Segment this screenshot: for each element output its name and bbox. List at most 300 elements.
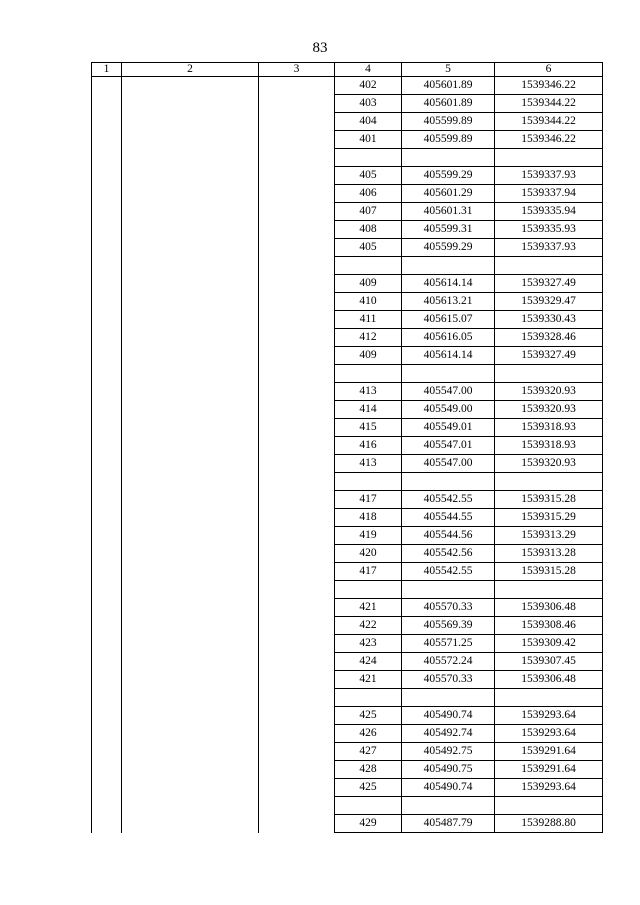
empty-cell-col-1 [92,707,122,725]
empty-cell-col-1 [92,617,122,635]
point-number-cell: 407 [335,203,402,221]
x-coordinate-cell: 405492.74 [402,725,495,743]
empty-cell-col-2 [122,455,259,473]
y-coordinate-cell: 1539330.43 [495,311,603,329]
empty-cell-col-2 [122,815,259,833]
table-row [92,113,603,131]
point-number-cell: 401 [335,131,402,149]
y-coordinate-cell: 1539329.47 [495,293,603,311]
y-coordinate-cell [495,365,603,383]
x-coordinate-cell: 405542.56 [402,545,495,563]
table-row [92,419,603,437]
empty-cell-col-1 [92,779,122,797]
x-coordinate-cell: 405616.05 [402,329,495,347]
empty-cell-col-3 [259,617,335,635]
empty-cell-col-3 [259,167,335,185]
point-number-cell: 409 [335,347,402,365]
empty-cell-col-1 [92,239,122,257]
x-coordinate-cell: 405547.00 [402,455,495,473]
point-number-cell: 417 [335,491,402,509]
x-coordinate-cell: 405614.14 [402,347,495,365]
table-row [92,239,603,257]
table-row [92,725,603,743]
point-number-cell: 425 [335,779,402,797]
empty-cell-col-2 [122,617,259,635]
y-coordinate-cell: 1539327.49 [495,347,603,365]
table-row [92,779,603,797]
y-coordinate-cell [495,689,603,707]
empty-cell-col-2 [122,653,259,671]
empty-cell-col-2 [122,419,259,437]
y-coordinate-cell: 1539344.22 [495,95,603,113]
empty-cell-col-3 [259,113,335,131]
empty-cell-col-2 [122,95,259,113]
x-coordinate-cell: 405487.79 [402,815,495,833]
point-number-cell: 402 [335,77,402,95]
empty-cell-col-1 [92,131,122,149]
empty-cell-col-3 [259,779,335,797]
empty-cell-col-1 [92,311,122,329]
empty-cell-col-2 [122,689,259,707]
empty-cell-col-1 [92,635,122,653]
empty-cell-col-2 [122,743,259,761]
empty-cell-col-1 [92,401,122,419]
empty-cell-col-1 [92,545,122,563]
y-coordinate-cell [495,473,603,491]
empty-cell-col-1 [92,581,122,599]
table-row [92,617,603,635]
empty-cell-col-3 [259,581,335,599]
empty-cell-col-1 [92,455,122,473]
x-coordinate-cell: 405599.89 [402,131,495,149]
x-coordinate-cell: 405547.01 [402,437,495,455]
point-number-cell: 409 [335,275,402,293]
point-number-cell: 417 [335,563,402,581]
empty-cell-col-3 [259,293,335,311]
empty-cell-col-1 [92,167,122,185]
table-row [92,383,603,401]
empty-cell-col-3 [259,149,335,167]
empty-cell-col-1 [92,275,122,293]
point-number-cell: 411 [335,311,402,329]
x-coordinate-cell: 405544.56 [402,527,495,545]
empty-cell-col-3 [259,491,335,509]
empty-cell-col-2 [122,347,259,365]
empty-cell-col-1 [92,203,122,221]
empty-cell-col-2 [122,563,259,581]
y-coordinate-cell: 1539346.22 [495,131,603,149]
table-row [92,149,603,167]
y-coordinate-cell [495,149,603,167]
y-coordinate-cell: 1539337.93 [495,239,603,257]
table-row [92,329,603,347]
empty-cell-col-3 [259,203,335,221]
empty-cell-col-1 [92,365,122,383]
empty-cell-col-2 [122,275,259,293]
x-coordinate-cell: 405570.33 [402,671,495,689]
empty-cell-col-1 [92,383,122,401]
coordinates-table [91,62,603,833]
y-coordinate-cell: 1539313.29 [495,527,603,545]
x-coordinate-cell: 405601.31 [402,203,495,221]
table-row [92,671,603,689]
point-number-cell: 420 [335,545,402,563]
x-coordinate-cell: 405547.00 [402,383,495,401]
empty-cell-col-2 [122,509,259,527]
x-coordinate-cell [402,797,495,815]
empty-cell-col-2 [122,491,259,509]
empty-cell-col-3 [259,689,335,707]
empty-cell-col-2 [122,167,259,185]
table-row [92,167,603,185]
point-number-cell: 416 [335,437,402,455]
empty-cell-col-1 [92,257,122,275]
empty-cell-col-1 [92,329,122,347]
table-row [92,95,603,113]
x-coordinate-cell: 405613.21 [402,293,495,311]
empty-cell-col-3 [259,725,335,743]
table-row [92,491,603,509]
table-header-row [92,63,603,77]
point-number-cell [335,689,402,707]
x-coordinate-cell: 405601.89 [402,77,495,95]
empty-cell-col-1 [92,689,122,707]
x-coordinate-cell: 405549.00 [402,401,495,419]
x-coordinate-cell: 405601.89 [402,95,495,113]
table-row [92,545,603,563]
y-coordinate-cell: 1539315.28 [495,491,603,509]
empty-cell-col-2 [122,113,259,131]
table-body [92,63,603,833]
table-row [92,455,603,473]
empty-cell-col-3 [259,707,335,725]
empty-cell-col-3 [259,797,335,815]
y-coordinate-cell: 1539291.64 [495,761,603,779]
column-header-2: 2 [122,63,259,77]
empty-cell-col-2 [122,185,259,203]
empty-cell-col-1 [92,509,122,527]
x-coordinate-cell [402,257,495,275]
x-coordinate-cell: 405599.31 [402,221,495,239]
empty-cell-col-3 [259,527,335,545]
y-coordinate-cell: 1539327.49 [495,275,603,293]
x-coordinate-cell: 405490.74 [402,707,495,725]
empty-cell-col-2 [122,203,259,221]
empty-cell-col-2 [122,707,259,725]
empty-cell-col-2 [122,383,259,401]
empty-cell-col-1 [92,221,122,239]
empty-cell-col-3 [259,311,335,329]
point-number-cell: 426 [335,725,402,743]
table-row [92,275,603,293]
empty-cell-col-3 [259,95,335,113]
empty-cell-col-3 [259,599,335,617]
empty-cell-col-1 [92,347,122,365]
empty-cell-col-3 [259,221,335,239]
empty-cell-col-3 [259,275,335,293]
table-row [92,365,603,383]
x-coordinate-cell [402,473,495,491]
point-number-cell: 421 [335,599,402,617]
empty-cell-col-3 [259,509,335,527]
empty-cell-col-1 [92,95,122,113]
empty-cell-col-2 [122,149,259,167]
empty-cell-col-3 [259,383,335,401]
point-number-cell [335,581,402,599]
empty-cell-col-1 [92,761,122,779]
y-coordinate-cell: 1539306.48 [495,599,603,617]
empty-cell-col-3 [259,653,335,671]
empty-cell-col-1 [92,725,122,743]
column-header-3: 3 [259,63,335,77]
table-row [92,797,603,815]
x-coordinate-cell [402,149,495,167]
point-number-cell [335,797,402,815]
empty-cell-col-1 [92,419,122,437]
empty-cell-col-3 [259,563,335,581]
empty-cell-col-1 [92,527,122,545]
point-number-cell: 413 [335,455,402,473]
table-row [92,635,603,653]
x-coordinate-cell: 405549.01 [402,419,495,437]
point-number-cell: 408 [335,221,402,239]
empty-cell-col-3 [259,743,335,761]
empty-cell-col-1 [92,293,122,311]
point-number-cell: 428 [335,761,402,779]
x-coordinate-cell: 405614.14 [402,275,495,293]
empty-cell-col-1 [92,77,122,95]
empty-cell-col-2 [122,257,259,275]
empty-cell-col-1 [92,113,122,131]
x-coordinate-cell: 405490.75 [402,761,495,779]
point-number-cell [335,149,402,167]
y-coordinate-cell: 1539315.29 [495,509,603,527]
y-coordinate-cell: 1539337.93 [495,167,603,185]
empty-cell-col-3 [259,545,335,563]
empty-cell-col-3 [259,437,335,455]
x-coordinate-cell: 405542.55 [402,491,495,509]
empty-cell-col-1 [92,671,122,689]
y-coordinate-cell: 1539318.93 [495,437,603,455]
point-number-cell: 425 [335,707,402,725]
empty-cell-col-3 [259,419,335,437]
empty-cell-col-2 [122,761,259,779]
table-row [92,653,603,671]
x-coordinate-cell [402,581,495,599]
page-number: 83 [312,40,328,56]
y-coordinate-cell: 1539293.64 [495,707,603,725]
empty-cell-col-3 [259,239,335,257]
x-coordinate-cell [402,689,495,707]
point-number-cell: 410 [335,293,402,311]
x-coordinate-cell [402,365,495,383]
empty-cell-col-1 [92,149,122,167]
point-number-cell: 404 [335,113,402,131]
empty-cell-col-2 [122,221,259,239]
table-row [92,347,603,365]
point-number-cell: 412 [335,329,402,347]
empty-cell-col-3 [259,77,335,95]
empty-cell-col-2 [122,725,259,743]
column-header-4: 4 [335,63,402,77]
y-coordinate-cell: 1539313.28 [495,545,603,563]
table-row [92,221,603,239]
empty-cell-col-1 [92,563,122,581]
empty-cell-col-1 [92,599,122,617]
empty-cell-col-2 [122,671,259,689]
empty-cell-col-3 [259,761,335,779]
table-row [92,563,603,581]
table-row [92,437,603,455]
empty-cell-col-1 [92,797,122,815]
empty-cell-col-3 [259,401,335,419]
y-coordinate-cell: 1539346.22 [495,77,603,95]
x-coordinate-cell: 405599.29 [402,239,495,257]
point-number-cell: 419 [335,527,402,545]
table-row [92,203,603,221]
empty-cell-col-3 [259,815,335,833]
empty-cell-col-2 [122,581,259,599]
empty-cell-col-3 [259,257,335,275]
column-header-1: 1 [92,63,122,77]
empty-cell-col-2 [122,365,259,383]
empty-cell-col-1 [92,473,122,491]
empty-cell-col-2 [122,401,259,419]
y-coordinate-cell: 1539320.93 [495,401,603,419]
point-number-cell: 424 [335,653,402,671]
point-number-cell: 405 [335,239,402,257]
table-row [92,185,603,203]
empty-cell-col-1 [92,743,122,761]
empty-cell-col-1 [92,815,122,833]
y-coordinate-cell: 1539328.46 [495,329,603,347]
y-coordinate-cell [495,797,603,815]
y-coordinate-cell: 1539306.48 [495,671,603,689]
y-coordinate-cell: 1539293.64 [495,725,603,743]
empty-cell-col-1 [92,653,122,671]
point-number-cell [335,365,402,383]
empty-cell-col-2 [122,437,259,455]
x-coordinate-cell: 405599.89 [402,113,495,131]
point-number-cell [335,257,402,275]
table-row [92,473,603,491]
point-number-cell: 403 [335,95,402,113]
y-coordinate-cell [495,257,603,275]
point-number-cell: 427 [335,743,402,761]
y-coordinate-cell: 1539307.45 [495,653,603,671]
empty-cell-col-3 [259,185,335,203]
y-coordinate-cell: 1539337.94 [495,185,603,203]
point-number-cell: 405 [335,167,402,185]
table-row [92,815,603,833]
empty-cell-col-3 [259,455,335,473]
column-header-6: 6 [495,63,603,77]
x-coordinate-cell: 405615.07 [402,311,495,329]
table-row [92,761,603,779]
table-row [92,707,603,725]
x-coordinate-cell: 405599.29 [402,167,495,185]
table-row [92,401,603,419]
y-coordinate-cell: 1539309.42 [495,635,603,653]
y-coordinate-cell: 1539308.46 [495,617,603,635]
y-coordinate-cell: 1539315.28 [495,563,603,581]
y-coordinate-cell: 1539344.22 [495,113,603,131]
empty-cell-col-1 [92,185,122,203]
empty-cell-col-1 [92,437,122,455]
y-coordinate-cell: 1539335.94 [495,203,603,221]
empty-cell-col-3 [259,473,335,491]
empty-cell-col-1 [92,491,122,509]
x-coordinate-cell: 405492.75 [402,743,495,761]
y-coordinate-cell: 1539318.93 [495,419,603,437]
point-number-cell: 423 [335,635,402,653]
empty-cell-col-2 [122,599,259,617]
empty-cell-col-2 [122,329,259,347]
empty-cell-col-2 [122,797,259,815]
y-coordinate-cell: 1539335.93 [495,221,603,239]
y-coordinate-cell: 1539288.80 [495,815,603,833]
point-number-cell: 418 [335,509,402,527]
y-coordinate-cell: 1539320.93 [495,455,603,473]
point-number-cell [335,473,402,491]
table-row [92,311,603,329]
x-coordinate-cell: 405544.55 [402,509,495,527]
x-coordinate-cell: 405571.25 [402,635,495,653]
table-row [92,599,603,617]
empty-cell-col-3 [259,671,335,689]
y-coordinate-cell: 1539293.64 [495,779,603,797]
empty-cell-col-3 [259,347,335,365]
table-row [92,131,603,149]
empty-cell-col-3 [259,365,335,383]
x-coordinate-cell: 405542.55 [402,563,495,581]
x-coordinate-cell: 405601.29 [402,185,495,203]
empty-cell-col-3 [259,329,335,347]
empty-cell-col-2 [122,635,259,653]
table-row [92,689,603,707]
point-number-cell: 414 [335,401,402,419]
y-coordinate-cell: 1539291.64 [495,743,603,761]
empty-cell-col-2 [122,311,259,329]
table-row [92,743,603,761]
point-number-cell: 406 [335,185,402,203]
point-number-cell: 429 [335,815,402,833]
point-number-cell: 413 [335,383,402,401]
empty-cell-col-2 [122,473,259,491]
empty-cell-col-2 [122,293,259,311]
column-header-5: 5 [402,63,495,77]
x-coordinate-cell: 405570.33 [402,599,495,617]
x-coordinate-cell: 405569.39 [402,617,495,635]
table-row [92,527,603,545]
empty-cell-col-2 [122,545,259,563]
point-number-cell: 422 [335,617,402,635]
x-coordinate-cell: 405490.74 [402,779,495,797]
table-row [92,77,603,95]
empty-cell-col-2 [122,779,259,797]
empty-cell-col-3 [259,131,335,149]
empty-cell-col-2 [122,77,259,95]
empty-cell-col-2 [122,131,259,149]
x-coordinate-cell: 405572.24 [402,653,495,671]
table-row [92,293,603,311]
point-number-cell: 421 [335,671,402,689]
table-row [92,509,603,527]
empty-cell-col-2 [122,239,259,257]
table-row [92,581,603,599]
empty-cell-col-2 [122,527,259,545]
y-coordinate-cell: 1539320.93 [495,383,603,401]
